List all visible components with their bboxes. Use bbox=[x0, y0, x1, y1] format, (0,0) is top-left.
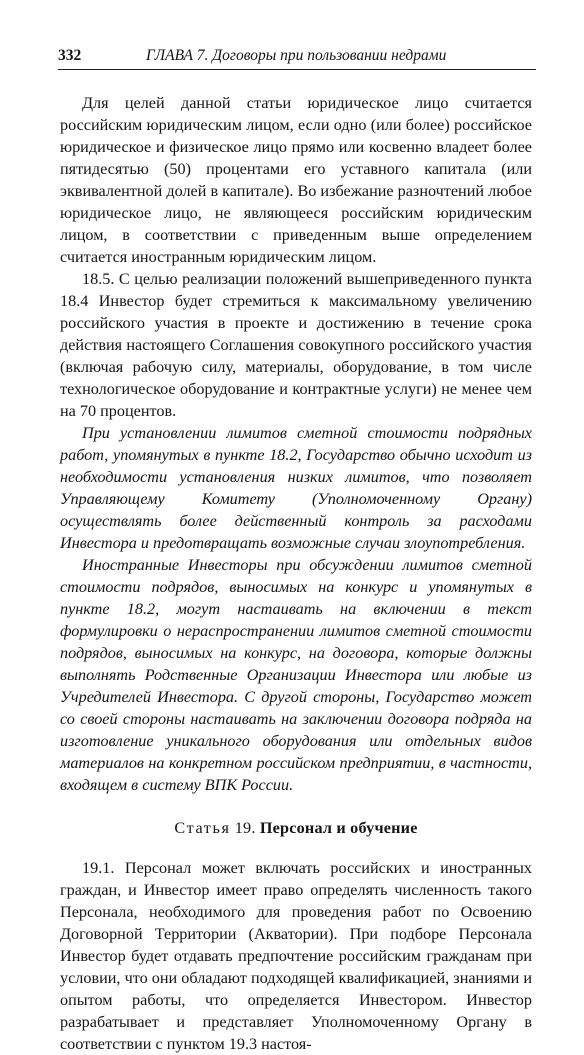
commentary-paragraph-limits: При установлении лимитов сметной стоимости подрядных работ, упомянутых в пункте 18.2, Государство обычно исходит из необходимости установления низких лимитов, что позволяет Управляющему Комитету (Уполномоченному Органу) осуществлять более действенный контроль за расходами Инвестора и предотвращать возможные случаи злоупотребления. bbox=[60, 424, 532, 552]
page-body bbox=[60, 92, 532, 1055]
commentary-paragraph-foreign-investors: Иностранные Инвесторы при обсуждении лимитов сметной стоимости подрядов, выносимых на конкурс и упомянутых в пункте 18.2, могут настаивать на включении в текст формулировки о нераспространении лимитов сметной стоимости подрядов, выносимых на конкурс, на договора, которые должны выполнять Родственные Организации Инвестора или любые из Учредителей Инвестора. С другой стороны, Государство может со своей стороны настаивать на заключении договора подряда на изготовление уникального оборудования или отдельных видов материалов на конкретном российском предприятии, в частности, входящем в систему ВПК России. bbox=[60, 556, 532, 794]
page-number: 332 bbox=[58, 47, 82, 64]
running-title: ГЛАВА 7. Договоры при пользовании недрами bbox=[146, 47, 447, 64]
paragraph-18-5: 18.5. С целью реализации положений вышеприведенного пункта 18.4 Инвестор будет стремиться к максимальному увеличению российского участия в проекте и достижению в течение срока действия настоящего Соглашения совокупного российского участия (включая рабочую силу, материалы, оборудование, в том числе технологическое оборудование и контрактные услуги) не менее чем на 70 процентов. bbox=[60, 270, 532, 420]
paragraph-19-1: 19.1. Персонал может включать российских и иностранных граждан, и Инвестор имеет право определять численность такого Персонала, необходимого для проведения работ по Освоению Договорной Территории (Акватории). При подборе Персонала Инвестор будет отдавать предпочтение российским гражданам при условии, что они обладают подходящей квалификацией, знаниями и опытом работы, что определяется Инвестором. Инвестор разрабатывает и представляет Уполномоченному Органу в соответствии с пунктом 19.3 настоя- bbox=[60, 859, 532, 1053]
section-title: Персонал и обучение bbox=[259, 819, 418, 837]
section-heading bbox=[60, 817, 532, 839]
section-number: 19. bbox=[234, 819, 256, 837]
section-label: Статья bbox=[174, 819, 231, 837]
header-rule bbox=[58, 69, 536, 70]
paragraph-definition: Для целей данной статьи юридическое лицо считается российским юридическим лицом, если одно (или более) российское юридическое и физическое лицо прямо или косвенно владеет более пятидесятью (50) процентами его уставного капитала (или эквивалентной долей в капитале). Во избежание разночтений любое юридическое лицо, не являющееся российским юридическим лицом, в соответствии с приведенным выше определением считается иностранным юридическим лицом. bbox=[60, 94, 532, 266]
